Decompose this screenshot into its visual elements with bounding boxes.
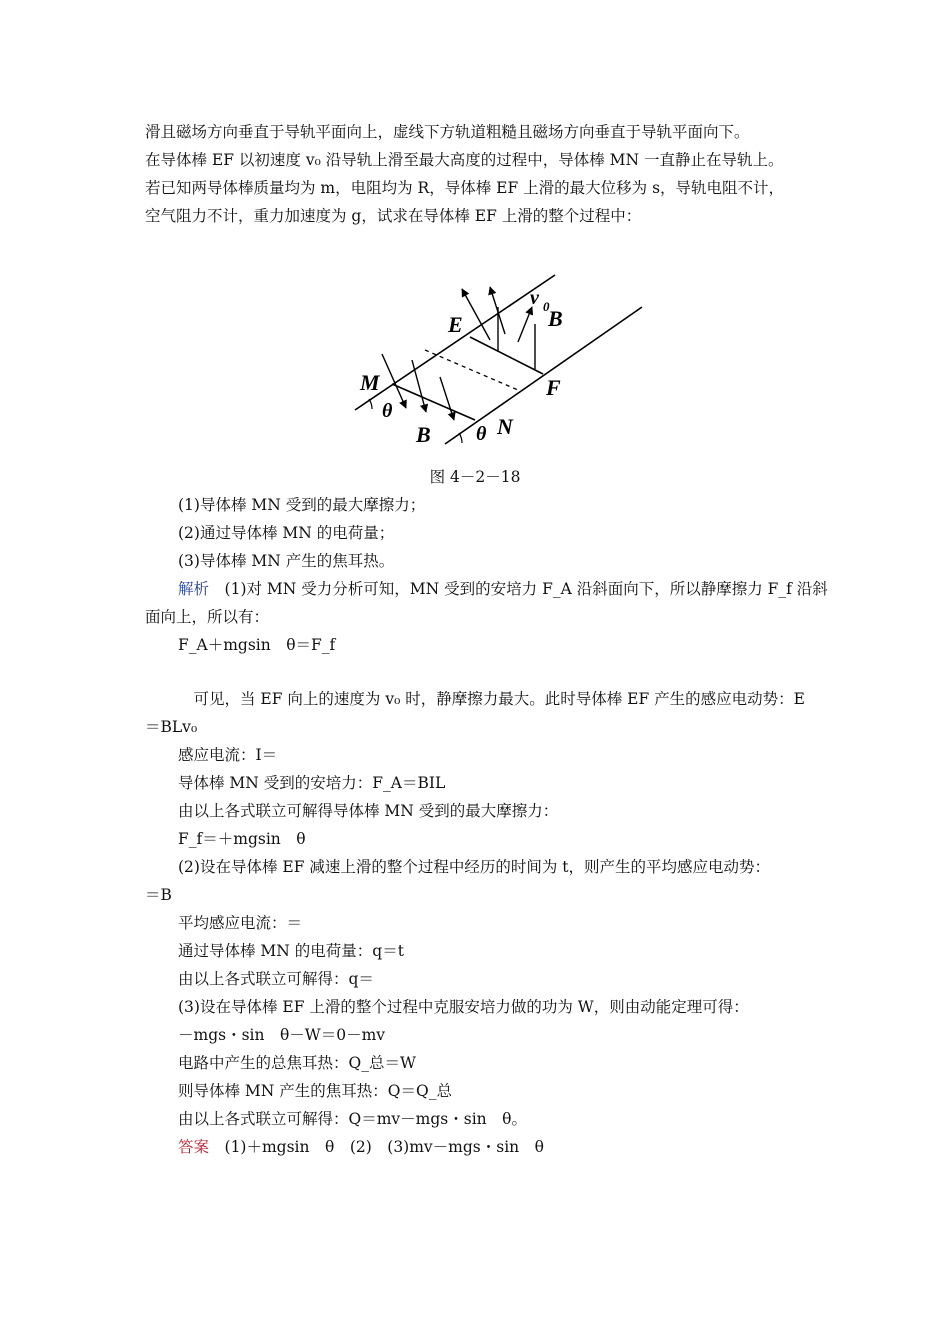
intro-line: 若已知两导体棒质量均为 m，电阻均为 R，导体棒 EF 上滑的最大位移为 s，导轨电阻不计， — [145, 179, 785, 197]
b-field-arrow-up — [462, 289, 490, 340]
b-field-arrow-down — [440, 377, 454, 420]
analysis-line: ＝B — [145, 886, 172, 904]
answer-label: 答案 — [178, 1138, 210, 1156]
velocity-arrow — [518, 307, 532, 342]
b-field-arrow-down — [412, 360, 426, 412]
analysis-line: 由以上各式联立可解得：Q＝mv－mgs・sin θ。 — [178, 1110, 527, 1128]
angle-arc — [369, 399, 372, 409]
analysis-line: 导体棒 MN 受到的安培力：F_A＝BIL — [178, 774, 446, 792]
label-m: M — [360, 370, 380, 395]
rails-figure — [350, 262, 650, 454]
label-theta-left: θ — [382, 400, 393, 422]
analysis-text: (1)对 MN 受力分析可知，MN 受到的安培力 F_A 沿斜面向下，所以静摩擦力 F_f 沿斜 — [224, 580, 828, 598]
label-n: N — [497, 414, 513, 439]
question-item: (1)导体棒 MN 受到的最大摩擦力； — [178, 496, 426, 514]
rail-lower — [445, 307, 642, 444]
rail-upper — [355, 275, 555, 410]
label-v0-subscript: 0 — [543, 299, 550, 314]
analysis-line: F_f＝＋mgsin θ — [178, 830, 306, 848]
intro-line: 滑且磁场方向垂直于导轨平面向上，虚线下方轨道粗糙且磁场方向垂直于导轨平面向下。 — [145, 123, 750, 141]
rod-ef — [470, 337, 543, 374]
question-item: (2)通过导体棒 MN 的电荷量； — [178, 524, 395, 542]
label-f: F — [546, 375, 561, 400]
analysis-line: 电路中产生的总焦耳热：Q_总＝W — [178, 1054, 416, 1072]
figure-caption: 图 4－2－18 — [429, 468, 521, 486]
rod-mn — [392, 384, 475, 420]
analysis-line: ＝BLv₀ — [145, 718, 198, 736]
intro-line: 空气阻力不计，重力加速度为 g，试求在导体棒 EF 上滑的整个过程中： — [145, 207, 642, 225]
answer-line — [178, 1136, 544, 1158]
analysis-line: 面向上，所以有： — [145, 608, 270, 626]
analysis-line: F_A＋mgsin θ＝F_f — [178, 636, 336, 654]
analysis-line: 平均感应电流：＝ — [178, 914, 303, 932]
question-item: (3)导体棒 MN 产生的焦耳热。 — [178, 552, 395, 570]
boundary-dashed-line — [425, 350, 518, 390]
analysis-first-line — [178, 578, 828, 600]
analysis-line: (2)设在导体棒 EF 减速上滑的整个过程中经历的时间为 t，则产生的平均感应电动势： — [178, 858, 771, 876]
analysis-line: 可见，当 EF 向上的速度为 v₀ 时，静摩擦力最大。此时导体棒 EF 产生的感应电动势：E — [178, 690, 805, 708]
label-theta-right: θ — [476, 423, 487, 445]
analysis-line: 由以上各式联立可解得：q＝ — [178, 970, 374, 988]
analysis-line: 感应电流：I＝ — [178, 746, 278, 764]
label-v0: v — [530, 287, 539, 309]
intro-line: 在导体棒 EF 以初速度 v₀ 沿导轨上滑至最大高度的过程中，导体棒 MN 一直静止在导轨上。 — [145, 151, 784, 169]
analysis-line: (3)设在导体棒 EF 上滑的整个过程中克服安培力做的功为 W，则由动能定理可得： — [178, 998, 749, 1016]
label-e: E — [448, 312, 463, 337]
analysis-line: 通过导体棒 MN 的电荷量：q＝t — [178, 942, 404, 960]
label-b-top: B — [548, 306, 563, 331]
analysis-label: 解析 — [178, 580, 210, 598]
label-b-bottom: B — [416, 422, 431, 447]
answer-text: (1)＋mgsin θ (2) (3)mv－mgs・sin θ — [209, 1138, 544, 1156]
analysis-line: 则导体棒 MN 产生的焦耳热：Q＝Q_总 — [178, 1082, 452, 1100]
angle-arc — [459, 433, 462, 443]
analysis-line: －mgs・sin θ－W＝0－mv — [178, 1026, 386, 1044]
analysis-line: 由以上各式联立可解得导体棒 MN 受到的最大摩擦力： — [178, 802, 559, 820]
